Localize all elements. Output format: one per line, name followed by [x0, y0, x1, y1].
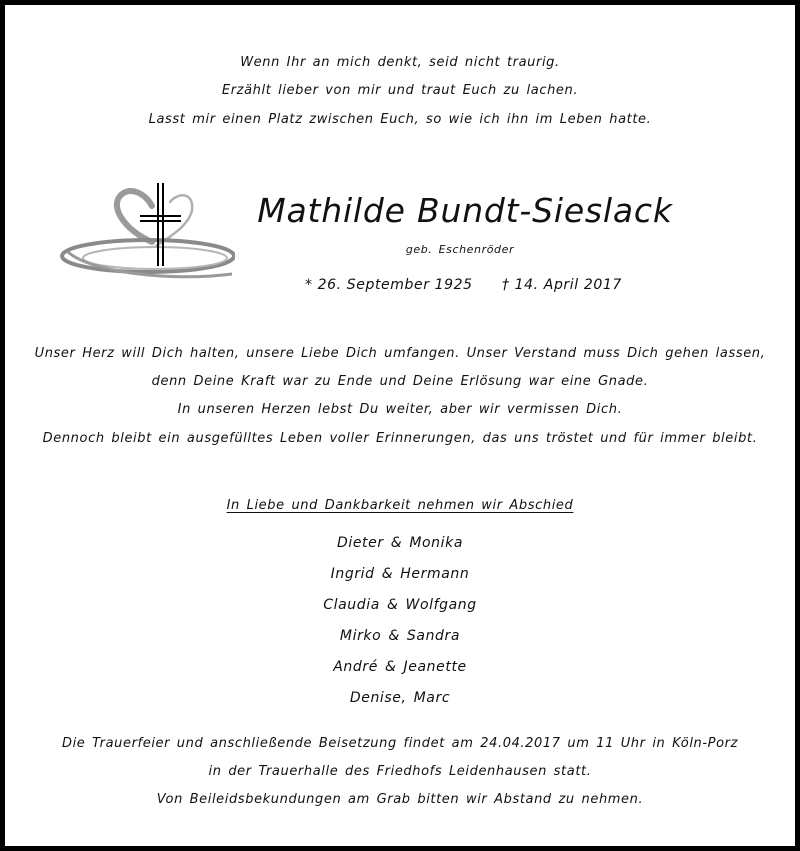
mourner-name: Claudia & Wolfgang — [323, 597, 477, 613]
service-line-3: Von Beileidsbekundungen am Grab bitten wir Abstand zu nehmen. — [156, 792, 644, 807]
farewell-heading: In Liebe und Dankbarkeit nehmen wir Abschied — [226, 498, 574, 513]
poem-line-3: Lasst mir einen Platz zwischen Euch, so wie ich ihn im Leben hatte. — [148, 112, 652, 127]
service-line-2: in der Trauerhalle des Friedhofs Leidenhausen statt. — [208, 764, 592, 779]
birth-name: geb. Eschenröder — [405, 243, 515, 256]
birth-date: * 26. September 1925 — [305, 277, 473, 293]
death-date: † 14. April 2017 — [502, 277, 622, 293]
poem-line-2: Erzählt lieber von mir und traut Euch zu lachen. — [221, 83, 579, 98]
mourner-name: Mirko & Sandra — [339, 628, 461, 644]
tribute-line-3: In unseren Herzen lebst Du weiter, aber wir vermissen Dich. — [177, 402, 623, 417]
mourner-name: Ingrid & Hermann — [330, 566, 470, 582]
tribute-line-1: Unser Herz will Dich halten, unsere Liebe Dich umfangen. Unser Verstand muss Dich gehen lassen, — [34, 346, 766, 361]
mourner-name: André & Jeanette — [333, 659, 467, 675]
service-line-1: Die Trauerfeier und anschließende Beisetzung findet am 24.04.2017 um 11 Uhr in Köln-Porz — [61, 736, 739, 751]
tribute-line-2: denn Deine Kraft war zu Ende und Deine Erlösung war eine Gnade. — [151, 374, 649, 389]
tribute-line-4: Dennoch bleibt ein ausgefülltes Leben voller Erinnerungen, das uns tröstet und für immer bleibt. — [42, 431, 758, 446]
poem-line-1: Wenn Ihr an mich denkt, seid nicht traurig. — [240, 55, 560, 70]
mourner-name: Denise, Marc — [349, 690, 451, 706]
deceased-name: Mathilde Bundt-Sieslack — [257, 191, 673, 230]
mourner-name: Dieter & Monika — [336, 535, 464, 551]
